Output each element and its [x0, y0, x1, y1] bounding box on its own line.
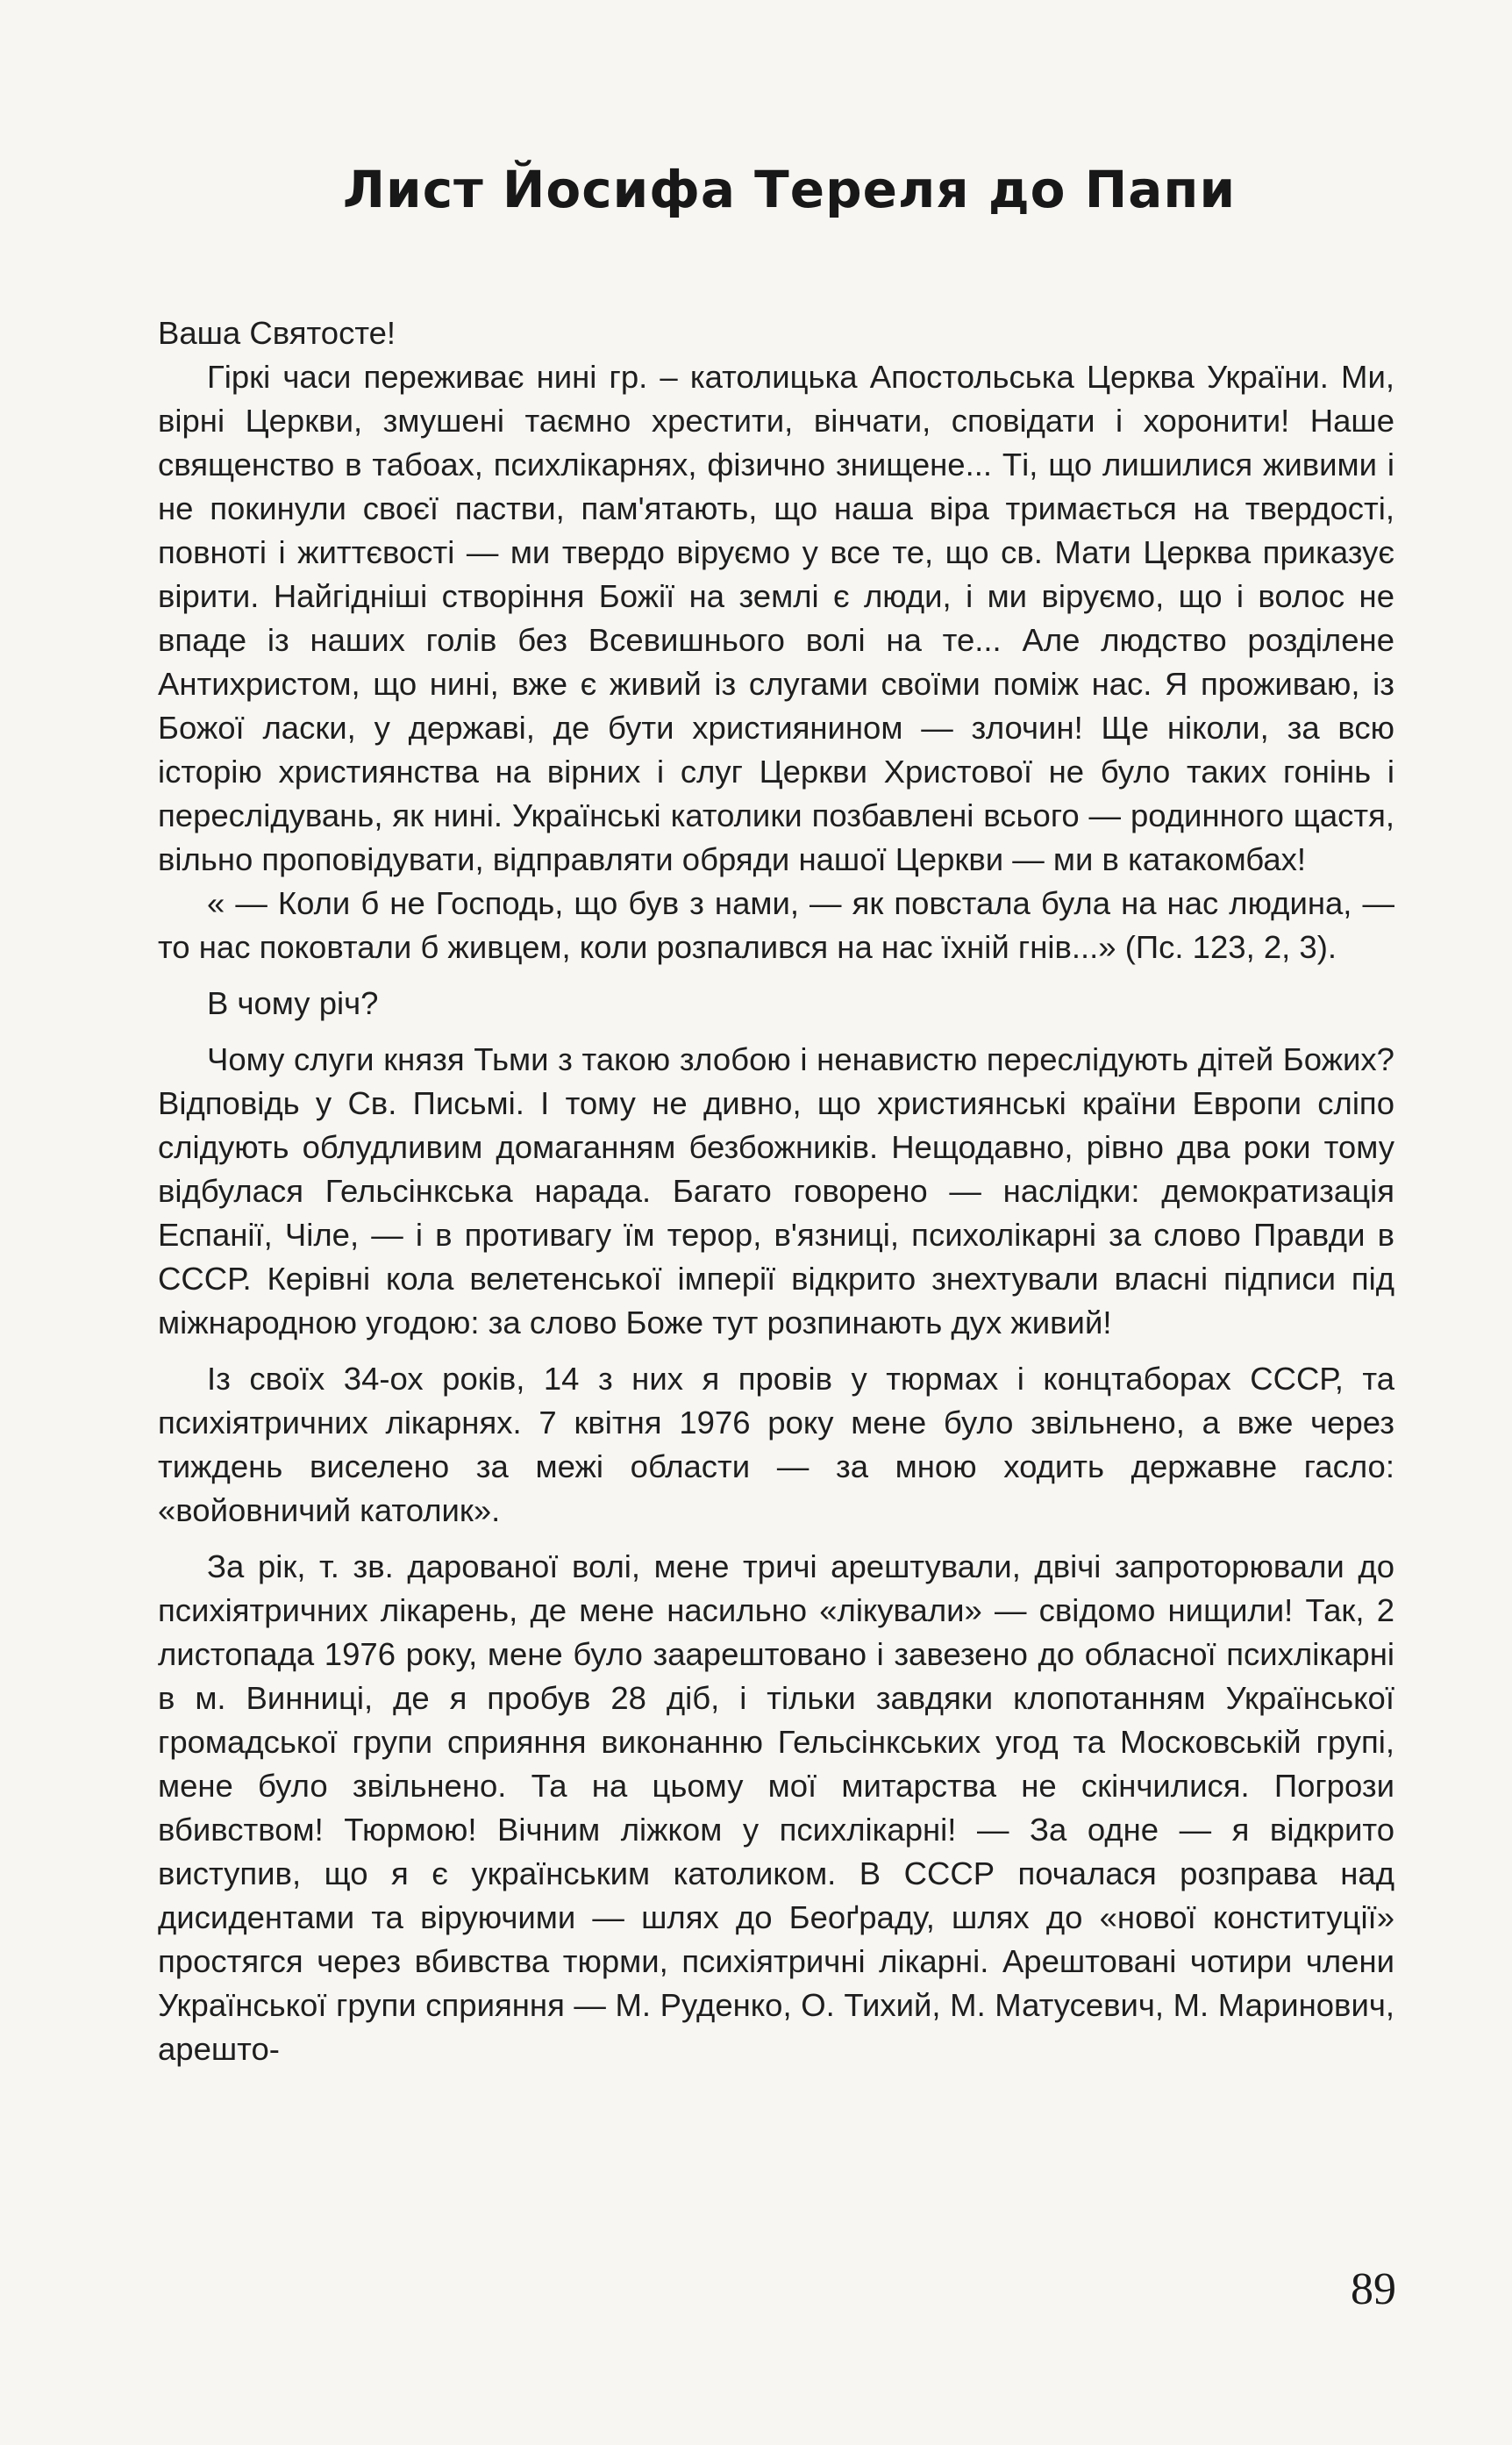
paragraph: Із своїх 34-ох років, 14 з них я провів у тюрмах і концтаборах СССР, та психіятричних лікарнях. 7 квітня 1976 року мене було звільнено, а вже через тиждень виселено за межі области — за мною ходить державне гасло: «войовничий католик». — [158, 1361, 1394, 1528]
paragraph: Гіркі часи переживає нині гр. – католицька Апостольська Церква України. Ми, вірні Церкви, змушені таємно хрестити, вінчати, сповідати і хоронити! Наше священство в табоах, психлікарнях, фізично знищене... Ті, що лишилися живими і не покинули своєї пастви, пам'ятають, що наша віра тримається на твердості, повноті і життєвості — ми твердо віруємо у все те, що св. Мати Церква приказує вірити. Найгідніші створіння Божії на землі є люди, і ми віруємо, що і волос не впаде із наших голів без Всевишнього волі на те... Але людство розділене Антихристом, що нині, вже є живий із слугами своїми поміж нас. Я проживаю, із Божої ласки, у державі, де бути християнином — злочин! Ще ніколи, за всю історію християнства на вірних і слуг Церкви Христової не було таких гонінь і переслідувань, як нині. Українські католики позбавлені всього — родинного щастя, вільно проповідувати, відправляти обряди нашої Церкви — ми в катакомбах! — [158, 359, 1394, 877]
paragraph: В чому річ? — [207, 985, 379, 1021]
paragraph: Чому слуги князя Тьми з такою злобою і ненавистю переслідують дітей Божих? Відповідь у Св. Письмі. І тому не дивно, що християнські країни Европи сліпо слідують облудливим домаганням безбожників. Нещодавно, рівно два роки тому відбулася Гельсінкська нарада. Багато говорено — наслідки: демократизація Еспанії, Чіле, — і в противагу їм терор, в'язниці, психолікарні за слово Правди в СССР. Керівні кола велетенської імперії відкрито знехтували власні підписи під міжнародною угодою: за слово Боже тут розпинають дух живий! — [158, 1041, 1394, 1340]
page-title: Лист Йосифа Тереля до Папи — [342, 160, 1237, 219]
page-number: 89 — [1351, 2264, 1396, 2314]
salutation: Ваша Святосте! — [158, 315, 396, 351]
letter-body — [158, 311, 1394, 2071]
paragraph-quote: « — Коли б не Господь, що був з нами, — як повстала була на нас людина, — то нас поковтали б живцем, коли розпалився на нас їхній гнів...» (Пс. 123, 2, 3). — [158, 885, 1394, 965]
paragraph: За рік, т. зв. дарованої волі, мене тричі арештували, двічі запроторювали до психіятричних лікарень, де мене насильно «лікували» — свідомо нищили! Так, 2 листопада 1976 року, мене було заарештовано і завезено до обласної психлікарні в м. Винниці, де я пробув 28 діб, і тільки завдяки клопотанням Української громадської групи сприяння виконанню Гельсінкських угод та Московській групі, мене було звільнено. Та на цьому мої митарства не скінчилися. Погрози вбивством! Тюрмою! Вічним ліжком у психлікарні! — За одне — я відкрито виступив, що я є українським католиком. В СССР почалася розправа над дисидентами та віруючими — шлях до Беоґраду, шлях до «нової конституції» простягся через вбивства тюрми, психіятричні лікарні. Арештовані чотири члени Української групи сприяння — М. Руденко, О. Тихий, М. Матусевич, М. Маринович, арешто- — [158, 1548, 1394, 2067]
